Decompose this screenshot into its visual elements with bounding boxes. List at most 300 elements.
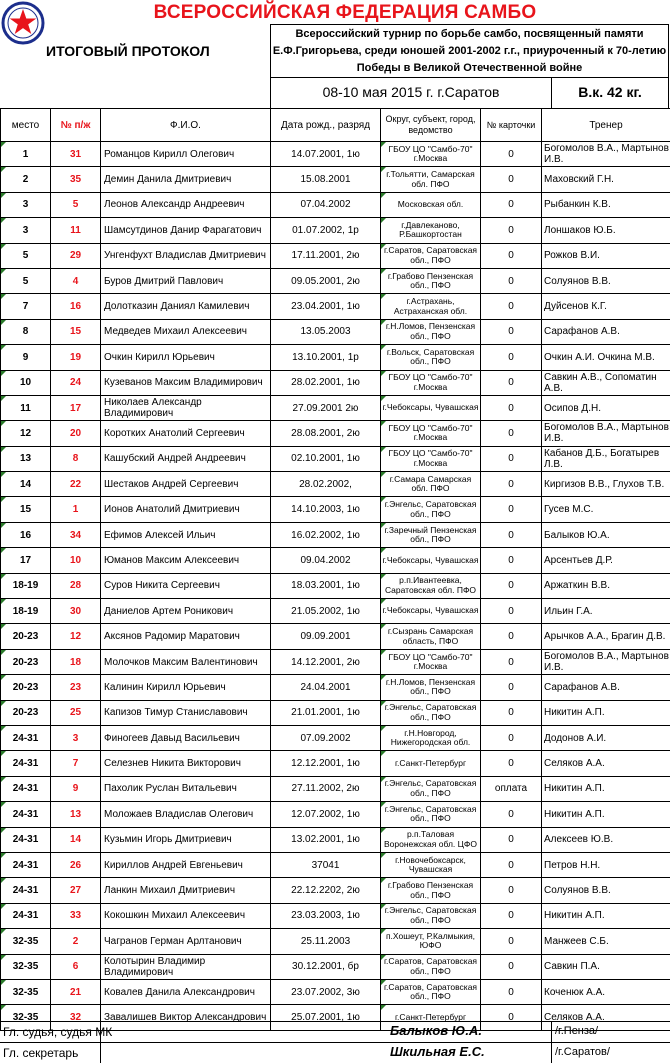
row-dob-text: 18.03.2001, 1ю (291, 580, 360, 592)
row-number-text: 18 (69, 656, 82, 668)
row-place-text: 24-31 (12, 885, 39, 897)
row-place-text: 11 (20, 402, 31, 414)
cell-comment-marker (1, 574, 6, 579)
row-place (1, 142, 51, 167)
row-cards-text: 0 (508, 605, 514, 617)
row-cards-text: 0 (508, 631, 514, 643)
row-coach-text: Ильин Г.А. (544, 605, 593, 617)
row-region (381, 852, 481, 877)
row-coach (542, 954, 670, 979)
cell-comment-marker (1, 396, 6, 401)
row-coach-text: Никитин А.П. (544, 707, 605, 719)
row-name (101, 192, 271, 217)
row-place (1, 167, 51, 192)
cell-comment-marker (1, 802, 6, 807)
row-region (381, 218, 481, 243)
row-name-text: Шамсутдинов Данир Фарагатович (104, 224, 262, 236)
row-name (101, 751, 271, 776)
date-place: 08-10 мая 2015 г. г.Саратов (270, 78, 551, 108)
row-dob (271, 446, 381, 471)
row-name (101, 446, 271, 471)
table-row (1, 827, 670, 852)
row-cards-text: 0 (508, 351, 514, 363)
row-place (1, 345, 51, 370)
row-place-text: 24-31 (12, 910, 39, 922)
row-place-text: 32-35 (12, 961, 39, 973)
results-table (0, 108, 670, 1031)
row-region (381, 954, 481, 979)
row-cards (481, 624, 542, 649)
row-place-text: 13 (19, 453, 32, 465)
row-region-text: г.Энгельс, Саратовская обл., ПФО (384, 702, 477, 722)
row-number-text: 12 (69, 631, 82, 643)
row-name (101, 472, 271, 497)
row-cards (481, 852, 542, 877)
row-region (381, 878, 481, 903)
row-number-text: 23 (69, 681, 82, 693)
row-region-text: Московская обл. (397, 199, 464, 210)
row-cards-text: 0 (508, 834, 514, 846)
row-coach-text: Петров Н.Н. (544, 859, 601, 871)
judge-city: /г.Пенза/ (555, 1025, 599, 1037)
row-cards (481, 675, 542, 700)
row-dob (271, 954, 381, 979)
cell-comment-marker (381, 904, 386, 909)
row-cards (481, 243, 542, 268)
cell-comment-marker (1, 726, 6, 731)
row-dob-text: 17.11.2001, 2ю (291, 250, 360, 262)
row-number (51, 268, 101, 293)
row-place-text: 18-19 (12, 605, 39, 617)
table-row (1, 649, 670, 674)
row-coach-text: Гусев М.С. (544, 504, 594, 516)
table-row (1, 319, 670, 344)
row-name-text: Унгенфухт Владислав Дмитриевич (104, 250, 266, 262)
cell-comment-marker (381, 218, 386, 223)
cell-comment-marker (1, 624, 6, 629)
row-coach (542, 852, 670, 877)
row-name-text: Моложаев Владислав Олегович (104, 808, 254, 820)
row-dob (271, 725, 381, 750)
row-coach-text: Селяков А.А. (544, 1011, 605, 1023)
row-dob-text: 24.04.2001 (300, 681, 351, 693)
row-cards (481, 573, 542, 598)
cell-comment-marker (381, 142, 386, 147)
row-region-text: г.Вольск, Саратовская обл., ПФО (386, 346, 475, 367)
row-region (381, 903, 481, 928)
row-place-text: 32-35 (12, 986, 39, 998)
row-place-text: 2 (22, 174, 29, 186)
row-name (101, 979, 271, 1004)
row-dob-text: 09.09.2001 (300, 631, 351, 643)
table-row (1, 243, 670, 268)
row-name (101, 522, 271, 547)
table-row (1, 345, 670, 370)
cell-comment-marker (1, 472, 6, 477)
row-number (51, 649, 101, 674)
row-name (101, 167, 271, 192)
row-region-text: г.Санкт-Петербург (394, 757, 467, 768)
row-dob (271, 776, 381, 801)
row-coach (542, 218, 670, 243)
table-row (1, 878, 670, 903)
row-name (101, 776, 271, 801)
row-number (51, 751, 101, 776)
cell-comment-marker (381, 574, 386, 579)
row-number (51, 167, 101, 192)
row-coach (542, 649, 670, 674)
row-region-text: р.п.Ивантеевка, Саратовская обл. ПФО (384, 575, 477, 595)
row-coach (542, 624, 670, 649)
row-coach-text: Маховский Г.Н. (544, 174, 614, 186)
row-cards-text: 0 (508, 453, 514, 465)
row-place (1, 497, 51, 522)
federation-title: ВСЕРОССИЙСКАЯ ФЕДЕРАЦИЯ САМБО (153, 2, 537, 23)
row-cards-text: 0 (508, 808, 514, 820)
row-dob (271, 472, 381, 497)
row-dob (271, 167, 381, 192)
row-name-text: Медведев Михаил Алексеевич (104, 326, 247, 338)
row-place-text: 24-31 (12, 808, 39, 820)
cell-comment-marker (1, 701, 6, 706)
row-number (51, 192, 101, 217)
row-name-text: Капизов Тимур Станиславович (104, 707, 248, 719)
row-coach (542, 751, 670, 776)
row-cards (481, 294, 542, 319)
row-region (381, 192, 481, 217)
row-place-text: 24-31 (12, 859, 39, 871)
table-row (1, 573, 670, 598)
cell-comment-marker (1, 828, 6, 833)
row-region-text: г.Саратов, Саратовская обл., ПФО (383, 956, 478, 976)
row-cards (481, 979, 542, 1004)
row-dob (271, 294, 381, 319)
row-cards-text: 0 (508, 554, 514, 566)
table-row (1, 268, 670, 293)
table-header-row (1, 109, 670, 142)
row-region (381, 319, 481, 344)
row-number (51, 243, 101, 268)
row-number-text: 20 (69, 427, 82, 439)
cell-comment-marker (1, 777, 6, 782)
row-coach-text: Арсентьев Д.Р. (544, 554, 613, 566)
row-region-text: г.Самара Самарская обл. ПФО (389, 473, 472, 494)
row-coach (542, 979, 670, 1004)
protocol-title: ИТОГОВЫЙ ПРОТОКОЛ (46, 43, 210, 59)
row-dob-text: 07.04.2002 (300, 199, 351, 211)
row-region (381, 802, 481, 827)
row-place (1, 700, 51, 725)
row-cards-text: 0 (508, 986, 514, 998)
row-name-text: Финогеев Давыд Васильевич (104, 732, 240, 744)
cell-comment-marker (381, 269, 386, 274)
cell-comment-marker (1, 904, 6, 909)
row-number (51, 218, 101, 243)
row-name (101, 878, 271, 903)
row-place (1, 776, 51, 801)
row-region (381, 167, 481, 192)
row-dob-text: 14.10.2003, 1ю (291, 504, 360, 516)
row-name-text: Ионов Анатолий Дмитриевич (104, 504, 240, 516)
row-name-text: Кокошкин Михаил Алексеевич (104, 910, 246, 922)
cell-comment-marker (1, 193, 6, 198)
row-coach-text: Никитин А.П. (544, 783, 605, 795)
row-region (381, 599, 481, 624)
row-name (101, 573, 271, 598)
row-region (381, 700, 481, 725)
row-dob-text: 37041 (311, 859, 340, 871)
row-place (1, 192, 51, 217)
row-place-text: 24-31 (12, 783, 39, 795)
row-number-text: 34 (69, 529, 82, 541)
row-cards (481, 497, 542, 522)
row-dob-text: 14.07.2001, 1ю (291, 148, 360, 160)
row-name (101, 599, 271, 624)
row-place (1, 802, 51, 827)
row-number (51, 599, 101, 624)
row-dob-text: 25.07.2001, 1ю (291, 1011, 360, 1023)
row-number (51, 370, 101, 395)
row-place-text: 20-23 (12, 681, 39, 693)
row-number (51, 395, 101, 420)
row-dob (271, 142, 381, 167)
row-region (381, 776, 481, 801)
row-place-text: 20-23 (12, 631, 39, 643)
row-place (1, 979, 51, 1004)
row-place-text: 17 (19, 554, 32, 566)
row-number-text: 33 (69, 910, 82, 922)
row-dob (271, 624, 381, 649)
row-number (51, 446, 101, 471)
row-place (1, 294, 51, 319)
row-name-text: Долотказин Даниял Камилевич (104, 301, 250, 313)
row-region-text: г.Энгельс, Саратовская обл., ПФО (384, 803, 477, 824)
row-place (1, 319, 51, 344)
row-name (101, 675, 271, 700)
row-name (101, 827, 271, 852)
row-number-text: 5 (72, 199, 79, 211)
secretary-row (0, 1042, 670, 1063)
row-coach-text: Сарафанов А.В. (544, 326, 620, 338)
row-place-text: 10 (19, 377, 32, 389)
row-name (101, 218, 271, 243)
row-name (101, 649, 271, 674)
row-dob (271, 548, 381, 573)
cell-comment-marker (1, 853, 6, 858)
row-place-text: 5 (22, 250, 29, 262)
table-row (1, 979, 670, 1004)
row-region-text: г.Н.Ломов, Пензенская обл., ПФО (385, 676, 476, 697)
row-name (101, 345, 271, 370)
row-cards (481, 142, 542, 167)
row-number-text: 21 (69, 986, 82, 998)
row-dob-text: 27.11.2002, 2ю (291, 783, 360, 795)
cell-comment-marker (1, 142, 6, 147)
row-place (1, 675, 51, 700)
row-number (51, 345, 101, 370)
row-cards-text: оплата (494, 783, 528, 795)
row-dob-text: 21.05.2002, 1ю (291, 605, 360, 617)
row-region-text: г.Заречный Пензенская обл., ПФО (384, 524, 477, 545)
cell-comment-marker (381, 167, 386, 172)
row-place-text: 32-35 (12, 935, 39, 947)
row-dob (271, 192, 381, 217)
cell-comment-marker (1, 599, 6, 604)
row-coach (542, 446, 670, 471)
row-name (101, 903, 271, 928)
table-row (1, 700, 670, 725)
row-cards (481, 649, 542, 674)
cell-comment-marker (381, 726, 386, 731)
row-region-text: г.Н.Новгород, Нижегородская обл. (390, 727, 471, 748)
row-region-text: г.Грабово Пензенская обл., ПФО (387, 270, 474, 291)
row-region (381, 522, 481, 547)
row-cards (481, 522, 542, 547)
table-row (1, 370, 670, 395)
cell-comment-marker (381, 650, 386, 655)
row-coach-text: Никитин А.П. (544, 808, 605, 820)
row-coach (542, 878, 670, 903)
row-region (381, 446, 481, 471)
cell-comment-marker (381, 828, 386, 833)
row-coach (542, 395, 670, 420)
cell-comment-marker (1, 167, 6, 172)
row-dob (271, 903, 381, 928)
row-number (51, 675, 101, 700)
row-coach (542, 827, 670, 852)
table-row (1, 802, 670, 827)
cell-comment-marker (381, 193, 386, 198)
row-place (1, 421, 51, 446)
row-region (381, 725, 481, 750)
table-row (1, 725, 670, 750)
row-region (381, 142, 481, 167)
row-region-text: ГБОУ ЦО "Самбо-70" г.Москва (388, 448, 473, 468)
row-number-text: 25 (69, 707, 82, 719)
row-region (381, 624, 481, 649)
row-region-text: г.Н.Ломов, Пензенская обл., ПФО (385, 321, 476, 341)
row-number-text: 16 (69, 301, 82, 313)
row-number-text: 29 (69, 250, 82, 262)
row-region-text: г.Чебоксары, Чувашская (382, 402, 479, 413)
row-number (51, 700, 101, 725)
row-cards (481, 167, 542, 192)
tournament-description (270, 24, 669, 78)
row-number-text: 31 (69, 148, 82, 160)
table-row (1, 142, 670, 167)
row-coach-text: Сарафанов А.В. (544, 681, 620, 693)
row-dob (271, 345, 381, 370)
row-region-text: г.Тольятти, Самарская обл. ПФО (386, 169, 475, 189)
row-cards (481, 218, 542, 243)
row-dob (271, 395, 381, 420)
row-name-text: Пахолик Руслан Витальевич (104, 783, 237, 795)
row-region (381, 827, 481, 852)
row-cards-text: 0 (508, 910, 514, 922)
row-place-text: 16 (19, 529, 32, 541)
row-name (101, 370, 271, 395)
row-place-text: 7 (22, 301, 29, 313)
cell-comment-marker (1, 345, 6, 350)
tournament-line: Всероссийский турнир по борьбе самбо, посвященный памяти (295, 28, 644, 40)
secretary-city: /г.Саратов/ (555, 1046, 610, 1058)
row-region-text: г.Саратов, Саратовская обл., ПФО (383, 981, 478, 1002)
cell-comment-marker (1, 929, 6, 934)
col-header-dob: Дата рожд., разряд (271, 109, 381, 142)
row-number (51, 142, 101, 167)
row-cards (481, 472, 542, 497)
row-coach-text: Коченюк А.А. (544, 986, 606, 998)
row-coach (542, 243, 670, 268)
row-cards (481, 751, 542, 776)
row-coach (542, 319, 670, 344)
row-dob-text: 21.01.2001, 1ю (291, 707, 360, 719)
cell-comment-marker (381, 980, 386, 985)
row-place-text: 32-35 (12, 1011, 39, 1023)
row-place (1, 954, 51, 979)
row-name-text: Селезнев Никита Викторович (104, 758, 241, 770)
row-region-text: г.Энгельс, Саратовская обл., ПФО (384, 905, 477, 925)
row-dob-text: 09.05.2001, 2ю (291, 275, 360, 287)
row-number (51, 624, 101, 649)
row-number (51, 472, 101, 497)
row-dob-text: 15.08.2001 (300, 174, 351, 186)
row-name (101, 725, 271, 750)
row-region-text: г.Санкт-Петербург (394, 1011, 467, 1022)
row-dob-text: 30.12.2001, бр (292, 961, 359, 973)
row-number-text: 22 (69, 478, 82, 490)
row-number (51, 852, 101, 877)
table-row (1, 929, 670, 954)
row-region (381, 497, 481, 522)
row-number-text: 8 (72, 453, 79, 465)
row-number (51, 573, 101, 598)
row-cards (481, 776, 542, 801)
table-row (1, 624, 670, 649)
row-cards-text: 0 (508, 250, 514, 262)
row-coach (542, 294, 670, 319)
row-name-text: Кириллов Андрей Евгеньевич (104, 859, 243, 871)
row-cards-text: 0 (508, 301, 514, 313)
row-region (381, 979, 481, 1004)
row-region (381, 243, 481, 268)
row-cards-text: 0 (508, 427, 514, 439)
row-cards-text: 0 (508, 326, 514, 338)
row-dob (271, 852, 381, 877)
row-coach-text: Савкин П.А. (544, 961, 600, 973)
row-number-text: 30 (69, 605, 82, 617)
row-place-text: 5 (22, 275, 29, 287)
row-name (101, 268, 271, 293)
row-cards-text: 0 (508, 885, 514, 897)
row-place (1, 827, 51, 852)
row-cards (481, 725, 542, 750)
row-coach-text: Солуянов В.В. (544, 275, 611, 287)
row-region-text: ГБОУ ЦО "Самбо-70" г.Москва (388, 422, 473, 443)
row-name (101, 142, 271, 167)
row-coach (542, 802, 670, 827)
row-coach (542, 573, 670, 598)
row-coach (542, 421, 670, 446)
row-coach (542, 522, 670, 547)
row-cards (481, 802, 542, 827)
row-dob-text: 01.07.2002, 1р (292, 224, 359, 236)
cell-comment-marker (1, 497, 6, 502)
row-dob (271, 218, 381, 243)
table-row (1, 548, 670, 573)
cell-comment-marker (381, 1005, 386, 1010)
row-place (1, 649, 51, 674)
